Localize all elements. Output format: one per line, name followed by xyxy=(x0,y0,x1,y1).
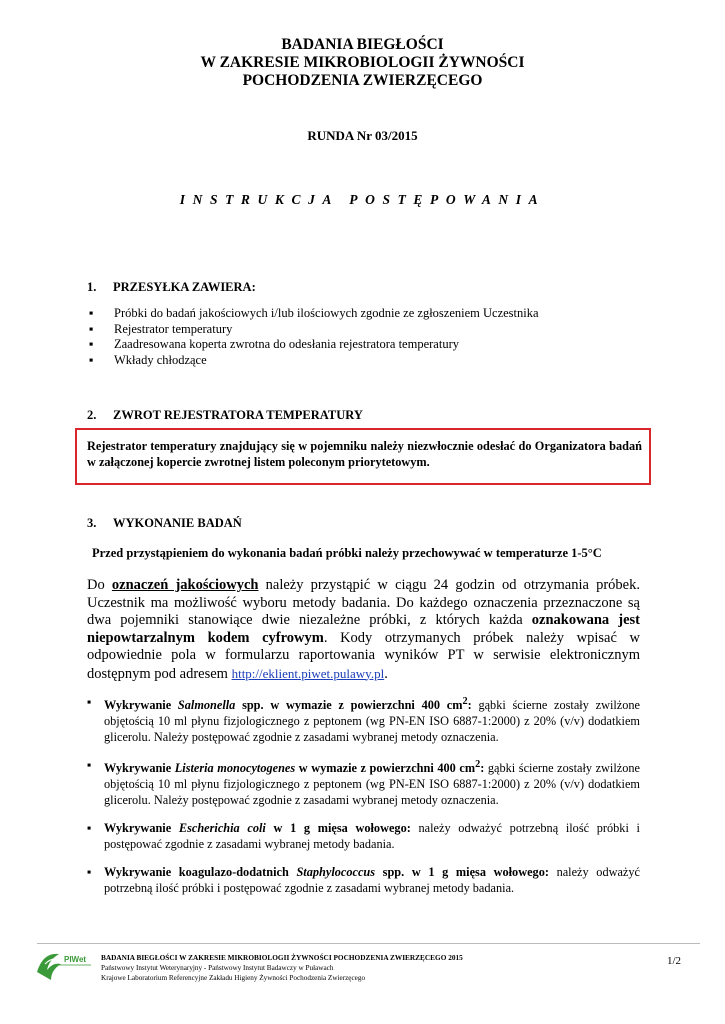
test-name: Wykrywanie koagulazo-dodatnich xyxy=(104,865,297,879)
test-name: : xyxy=(467,698,472,713)
species-name: Salmonella xyxy=(177,698,236,713)
test-name: Wykrywanie xyxy=(104,761,175,776)
qualitative-tests-paragraph xyxy=(87,577,640,683)
bullet-icon: ▪ xyxy=(87,695,92,709)
species-name: Staphylococcus xyxy=(296,865,376,879)
footer-program-name: BADANIA BIEGŁOŚCI W ZAKRESIE MIKROBIOLOGII ŻYWNOŚCI POCHODZENIA ZWIERZĘCEGO 2015 xyxy=(101,953,463,962)
test-item-staphylococcus xyxy=(87,864,640,896)
footer-laboratory: Krajowe Laboratorium Referencyjne Zakładu Higieny Żywności Pochodzenia Zwierzęcego xyxy=(101,974,366,982)
instruction-heading: INSTRUKCJA POSTĘPOWANIA xyxy=(179,192,546,207)
test-description: należy odważyć potrzebną ilość próbki i postępować zgodnie z zasadami wybranej metody badania. xyxy=(104,865,640,895)
document-title-line-1: BADANIA BIEGŁOŚCI xyxy=(281,36,444,53)
test-name: Wykrywanie xyxy=(104,698,178,713)
test-item-salmonella xyxy=(87,694,640,745)
list-item: ▪ Próbki do badań jakościowych i/lub ilościowych zgodnie ze zgłoszeniem Uczestnika xyxy=(87,306,539,322)
paragraph-text: . Kody otrzymanych próbek należy wpisać w odpowiednie pola w formularzu raportowania wyników PT w serwisie elektronicznym dostępnym pod adresem xyxy=(87,629,640,682)
test-description: gąbki ścierne zostały zwilżone objętością 10 ml płynu fizjologicznego z peptonem (wg PN-EN ISO 6887-1:2000) z 20% (v/v) dodatkiem glicerolu. Należy postępować zgodnie z zasadami wybranej metody oznaczenia. xyxy=(104,698,640,745)
paragraph-text: Do xyxy=(87,577,112,593)
test-description: gąbki ścierne zostały zwilżone objętością 10 ml płynu fizjologicznego z peptonem (wg PN-EN ISO 6887-1:2000) z 20% (v/v) dodatkiem glicerolu. Należy postępować zgodnie z zasadami wybranej metody oznaczenia. xyxy=(104,761,640,808)
paragraph-text: . xyxy=(384,665,388,682)
logo-text: PIWet xyxy=(64,955,87,964)
species-name: Escherichia coli xyxy=(178,821,266,835)
notice-text: Rejestrator temperatury znajdujący się w pojemniku należy niezwłocznie odesłać do Organizatora badań w załączonej kopercie zwrotnej listem poleconym priorytetowym. xyxy=(87,439,642,469)
piwet-logo xyxy=(33,946,93,986)
list-item: ▪ Rejestrator temperatury xyxy=(87,322,539,338)
bullet-icon: ▪ xyxy=(87,865,92,879)
logo-icon xyxy=(33,946,93,986)
document-title-line-3: POCHODZENIA ZWIERZĘCEGO xyxy=(242,72,483,89)
document-title-line-2: W ZAKRESIE MIKROBIOLOGII ŻYWNOŚCI xyxy=(200,54,525,71)
emphasis-qualitative: oznaczeń jakościowych xyxy=(111,577,259,593)
round-number: RUNDA Nr 03/2015 xyxy=(307,128,418,143)
section-1-heading xyxy=(87,280,256,295)
test-name: w wymazie z powierzchni 400 cm xyxy=(295,761,476,776)
test-item-ecoli xyxy=(87,820,640,852)
test-item-listeria xyxy=(87,757,640,808)
section-number: 2. xyxy=(87,408,97,422)
section-number: 1. xyxy=(87,280,97,294)
list-item: ▪ Zaadresowana koperta zwrotna do odesłania rejestratora temperatury xyxy=(87,337,539,353)
emphasis-code: oznakowana jest niepowtarzalnym kodem cyfrowym xyxy=(87,612,640,646)
test-name: Wykrywanie xyxy=(104,821,179,835)
test-name: w 1 g mięsa wołowego: xyxy=(265,821,411,835)
section-title: PRZESYŁKA ZAWIERA: xyxy=(113,280,256,294)
storage-instruction: Przed przystąpieniem do wykonania badań próbki należy przechowywać w temperaturze 1-5°C xyxy=(92,546,602,560)
eklient-link[interactable]: http://eklient.piwet.pulawy.pl xyxy=(231,665,385,681)
bullet-icon: ▪ xyxy=(87,821,92,835)
bullet-icon: ▪ xyxy=(87,758,92,772)
test-name: spp. w wymazie z powierzchni 400 cm xyxy=(235,698,463,713)
paragraph-text: należy przystąpić w ciągu 24 godzin od otrzymania próbek. Uczestnik ma możliwość wyboru metody badania. Do każdego oznaczenia przeznaczone są dwa pojemniki stanowiące dwie niezależne próbki, z których każda xyxy=(87,577,640,628)
test-name: spp. w 1 g mięsa wołowego: xyxy=(375,865,549,879)
section-2-heading xyxy=(87,408,363,423)
page-number: 1/2 xyxy=(667,955,682,967)
footer-institute: Państwowy Instytut Weterynaryjny - Państwowy Instytut Badawczy w Puławach xyxy=(101,964,334,972)
superscript: 2 xyxy=(462,696,468,707)
section-3-heading xyxy=(87,516,242,531)
section-number: 3. xyxy=(87,516,97,530)
list-item: ▪ Wkłady chłodzące xyxy=(87,353,539,369)
footer-divider xyxy=(37,943,700,944)
species-name: Listeria monocytogenes xyxy=(174,761,296,776)
package-contents-list xyxy=(87,306,539,368)
test-description: należy odważyć potrzebną ilość próbki i postępować zgodnie z zasadami wybranej metody badania. xyxy=(104,821,640,851)
section-title: WYKONANIE BADAŃ xyxy=(113,516,242,530)
superscript: 2 xyxy=(475,759,481,770)
test-name: : xyxy=(480,761,485,776)
section-title: ZWROT REJESTRATORA TEMPERATURY xyxy=(113,408,363,422)
